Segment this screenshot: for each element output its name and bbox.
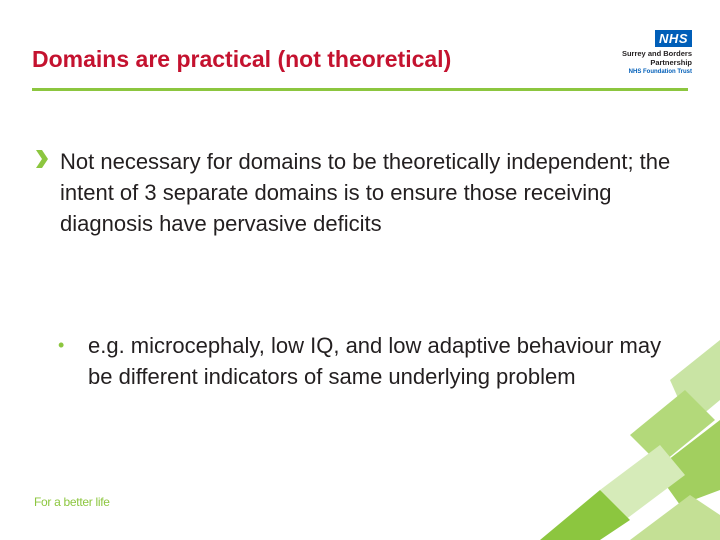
nhs-badge: NHS (655, 30, 692, 47)
logo-line-3: NHS Foundation Trust (628, 69, 692, 75)
title-divider (32, 88, 688, 91)
chevron-bullet-icon (36, 150, 48, 168)
decorative-chevrons (480, 340, 720, 540)
footer-tagline: For a better life (34, 495, 110, 509)
sub-bullet-dot: • (58, 335, 65, 355)
bullet-main (36, 146, 676, 239)
bullet-main-text: Not necessary for domains to be theoretically independent; the intent of 3 separate domains is to ensure those receiving diagnosis have pervasive deficits (60, 149, 671, 236)
logo-line-1: Surrey and Borders (621, 49, 692, 58)
logo-line-2: Partnership (650, 58, 692, 67)
slide-title: Domains are practical (not theoretical) (32, 46, 452, 72)
nhs-logo (616, 30, 692, 78)
bullet-sub-text: e.g. microcephaly, low IQ, and low adaptive behaviour may be different indicators of same underlying problem (88, 333, 662, 389)
